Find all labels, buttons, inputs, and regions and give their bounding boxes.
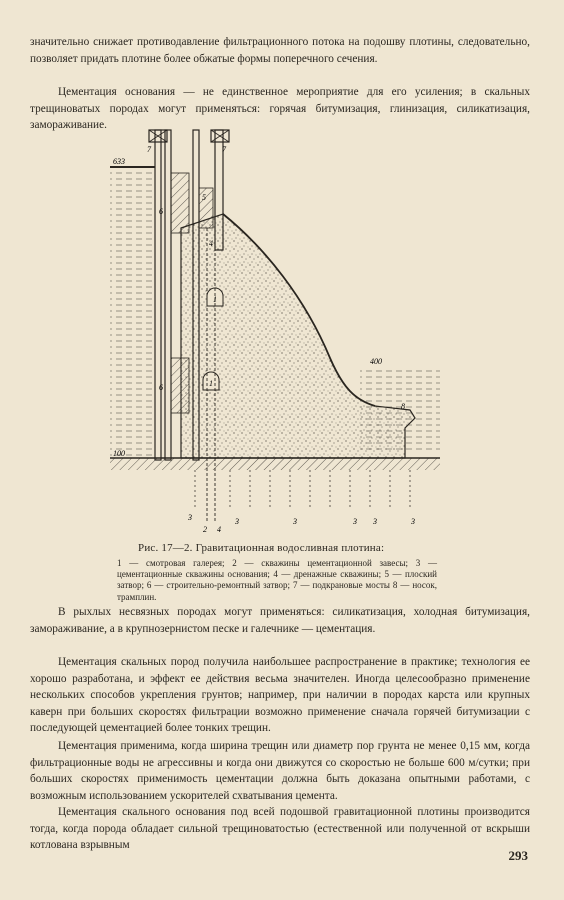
label-8: 8 [401, 402, 405, 411]
page-number: 293 [508, 848, 528, 863]
label-1-upper: 1 [213, 295, 217, 304]
paragraph-bottom-1: В рыхлых несвязных породах могут применяться: силикатизация, холодная битумизация, замораживание, а в крупнозернистом песке и галечнике — цементация. [30, 606, 530, 635]
upstream-water [110, 168, 155, 458]
label-7-left: 7 [147, 145, 151, 154]
label-3-d: 3 [373, 517, 377, 526]
paragraph-bottom-4: Цементация скального основания под всей подошвой гравитационной плотины производится тогда, когда порода обладает сильной трещиноватостью (естественной или полученной от вскрыши котлована взрывным [30, 806, 530, 852]
dam-cross-section-figure [105, 128, 445, 540]
grouting-boreholes [195, 470, 410, 508]
label-4-top: 4 [209, 239, 213, 248]
label-7-right: 7 [222, 145, 226, 154]
label-3-c: 3 [353, 517, 357, 526]
paragraph-top-1: значительно снижает противодавление фильтрационного потока на подошву плотины, следовательно, позволяет придать плотине более обжатые формы поперечного сечения. [30, 36, 530, 65]
foundation-rock [110, 458, 440, 470]
label-3-b: 3 [293, 517, 297, 526]
paragraph-bottom-3: Цементация применима, когда ширина трещин или диаметр пор грунта не менее 0,15 мм, когда фильтрационные воды не агрессивны и когда они движутся со скоростью не больше 600 м/сутки; при больших скоростях применимость цементации должна быть доказана опытными работами, с возможным использованием ускорителей схватывания цемента. [30, 740, 530, 802]
level-label-base: 100 [113, 449, 125, 458]
repair-gate-upper [171, 173, 189, 233]
label-1-lower: 1 [209, 379, 213, 388]
label-3-left: 3 [188, 513, 192, 522]
level-label-downstream: 400 [370, 357, 382, 366]
dam-body [181, 214, 415, 458]
label-3-e: 3 [411, 517, 415, 526]
figure-caption-body: 1 — смотровая галерея; 2 — скважины цементационной завесы; 3 — цементационные скважины основания; 4 — дренажные скважины; 5 — плоский затвор; 6 — строительно-ремонтный затвор; 7 — подкрановые мосты 8 — носок, трамплин. [117, 558, 437, 602]
label-6-lower: 6 [159, 383, 163, 392]
dam-diagram [105, 128, 445, 540]
label-6-upper: 6 [159, 207, 163, 216]
paragraph-top-2: Цементация основания — не единственное мероприятие для его усиления; в скальных трещиноватых породах могут применяться: горячая битумизация, глинизация, силикатизация, замораживание. [30, 86, 530, 132]
label-3-a: 3 [235, 517, 239, 526]
label-4-bottom: 4 [217, 525, 221, 534]
label-5: 5 [202, 193, 206, 202]
label-2: 2 [203, 525, 207, 534]
level-label-upstream: 633 [113, 157, 125, 166]
figure-caption-title: Рис. 17—2. Гравитационная водосливная плотина: [138, 542, 385, 554]
paragraph-bottom-2: Цементация скальных пород получила наибольшее распространение в практике; технология ее хорошо разработана, и эффект ее действия весьма значителен. Иногда целесообразно применение нескольких способов укрепления грунтов; например, при наличии в породах карста или крупных каверн при больших скоростях фильтрации возможно применение сначала горячей битумизации с последующей цементацией более тонких трещин. [30, 656, 530, 735]
